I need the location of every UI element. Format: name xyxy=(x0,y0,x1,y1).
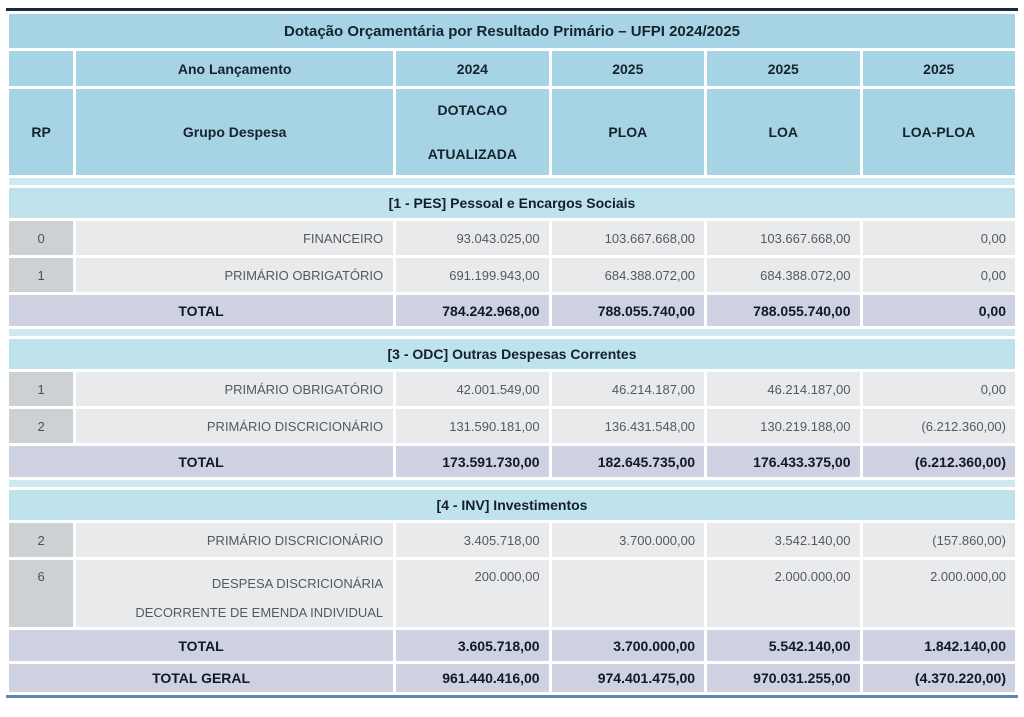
total-label: TOTAL xyxy=(9,295,393,326)
value-cell: 0,00 xyxy=(863,221,1016,255)
total-value-cell: 784.242.968,00 xyxy=(396,295,548,326)
value-cell: 2.000.000,00 xyxy=(707,560,859,627)
rp-cell: 1 xyxy=(9,372,73,406)
section-spacer xyxy=(9,480,1015,487)
rp-cell: 2 xyxy=(9,523,73,557)
total-value-cell: 5.542.140,00 xyxy=(707,630,859,661)
value-cell: 103.667.668,00 xyxy=(707,221,859,255)
grand-total-row xyxy=(9,664,1015,692)
total-value-cell: 1.842.140,00 xyxy=(863,630,1016,661)
grupo-line2: DECORRENTE DE EMENDA INDIVIDUAL xyxy=(135,605,384,620)
total-row-inv xyxy=(9,630,1015,661)
section-title-inv: [4 - INV] Investimentos xyxy=(9,490,1015,520)
grupo-cell xyxy=(76,560,393,627)
value-cell: 0,00 xyxy=(863,372,1016,406)
header-year-2025-loa: 2025 xyxy=(707,51,859,86)
total-value-cell: (6.212.360,00) xyxy=(863,446,1016,477)
grupo-cell: PRIMÁRIO OBRIGATÓRIO xyxy=(76,258,393,292)
grupo-line1: DESPESA DISCRICIONÁRIA xyxy=(211,576,384,591)
header-ano-lancamento: Ano Lançamento xyxy=(76,51,393,86)
total-label: TOTAL xyxy=(9,630,393,661)
total-value-cell: 788.055.740,00 xyxy=(707,295,859,326)
header-loa: LOA xyxy=(707,89,859,175)
grand-total-label: TOTAL GERAL xyxy=(9,664,393,692)
rp-cell: 6 xyxy=(9,560,73,627)
grand-total-value-cell: 961.440.416,00 xyxy=(396,664,548,692)
value-cell: 103.667.668,00 xyxy=(552,221,704,255)
value-cell: (157.860,00) xyxy=(863,523,1016,557)
total-value-cell: 0,00 xyxy=(863,295,1016,326)
value-cell: 93.043.025,00 xyxy=(396,221,548,255)
data-row xyxy=(9,523,1015,557)
value-cell: 0,00 xyxy=(863,258,1016,292)
grand-total-value-cell: 974.401.475,00 xyxy=(552,664,704,692)
total-row-pes xyxy=(9,295,1015,326)
grupo-cell: PRIMÁRIO DISCRICIONÁRIO xyxy=(76,409,393,443)
value-cell: 200.000,00 xyxy=(396,560,548,627)
grupo-cell: PRIMÁRIO OBRIGATÓRIO xyxy=(76,372,393,406)
grand-total-value-cell: (4.370.220,00) xyxy=(863,664,1016,692)
data-row xyxy=(9,560,1015,627)
value-cell: 3.700.000,00 xyxy=(552,523,704,557)
value-cell: 691.199.943,00 xyxy=(396,258,548,292)
header-rp: RP xyxy=(9,89,73,175)
header-ploa: PLOA xyxy=(552,89,704,175)
rp-cell: 1 xyxy=(9,258,73,292)
dotacao-line2: ATUALIZADA xyxy=(427,146,517,162)
grupo-cell: PRIMÁRIO DISCRICIONÁRIO xyxy=(76,523,393,557)
title-row xyxy=(9,14,1015,48)
rp-cell: 2 xyxy=(9,409,73,443)
value-cell: 684.388.072,00 xyxy=(707,258,859,292)
value-cell: 136.431.548,00 xyxy=(552,409,704,443)
data-row xyxy=(9,258,1015,292)
value-cell: 130.219.188,00 xyxy=(707,409,859,443)
section-spacer xyxy=(9,329,1015,336)
value-cell: 2.000.000,00 xyxy=(863,560,1016,627)
value-cell: (6.212.360,00) xyxy=(863,409,1016,443)
section-header-inv xyxy=(9,490,1015,520)
header-grupo-despesa: Grupo Despesa xyxy=(76,89,393,175)
total-value-cell: 176.433.375,00 xyxy=(707,446,859,477)
value-cell: 3.405.718,00 xyxy=(396,523,548,557)
total-value-cell: 788.055.740,00 xyxy=(552,295,704,326)
header-year-2025-diff: 2025 xyxy=(863,51,1016,86)
budget-table xyxy=(6,8,1018,698)
total-value-cell: 3.605.718,00 xyxy=(396,630,548,661)
value-cell: 46.214.187,00 xyxy=(552,372,704,406)
total-label: TOTAL xyxy=(9,446,393,477)
value-cell-empty xyxy=(552,560,704,627)
section-title-odc: [3 - ODC] Outras Despesas Correntes xyxy=(9,339,1015,369)
data-row xyxy=(9,221,1015,255)
dotacao-two-line-label xyxy=(396,102,548,162)
header-year-row xyxy=(9,51,1015,86)
section-header-odc xyxy=(9,339,1015,369)
rp-cell: 0 xyxy=(9,221,73,255)
grupo-cell: FINANCEIRO xyxy=(76,221,393,255)
header-year-2025-ploa: 2025 xyxy=(552,51,704,86)
total-value-cell: 3.700.000,00 xyxy=(552,630,704,661)
section-title-pes: [1 - PES] Pessoal e Encargos Sociais xyxy=(9,188,1015,218)
data-row xyxy=(9,409,1015,443)
value-cell: 42.001.549,00 xyxy=(396,372,548,406)
grand-total-value-cell: 970.031.255,00 xyxy=(707,664,859,692)
total-row-odc xyxy=(9,446,1015,477)
value-cell: 684.388.072,00 xyxy=(552,258,704,292)
header-loa-ploa: LOA-PLOA xyxy=(863,89,1016,175)
page-title: Dotação Orçamentária por Resultado Primário – UFPI 2024/2025 xyxy=(9,14,1015,48)
header-dotacao-atualizada xyxy=(396,89,548,175)
section-spacer xyxy=(9,178,1015,185)
section-header-pes xyxy=(9,188,1015,218)
header-year-2024: 2024 xyxy=(396,51,548,86)
total-value-cell: 182.645.735,00 xyxy=(552,446,704,477)
value-cell: 46.214.187,00 xyxy=(707,372,859,406)
data-row xyxy=(9,372,1015,406)
dotacao-line1: DOTACAO xyxy=(437,102,508,118)
header-column-row xyxy=(9,89,1015,175)
total-value-cell: 173.591.730,00 xyxy=(396,446,548,477)
header-empty-cell xyxy=(9,51,73,86)
value-cell: 131.590.181,00 xyxy=(396,409,548,443)
value-cell: 3.542.140,00 xyxy=(707,523,859,557)
